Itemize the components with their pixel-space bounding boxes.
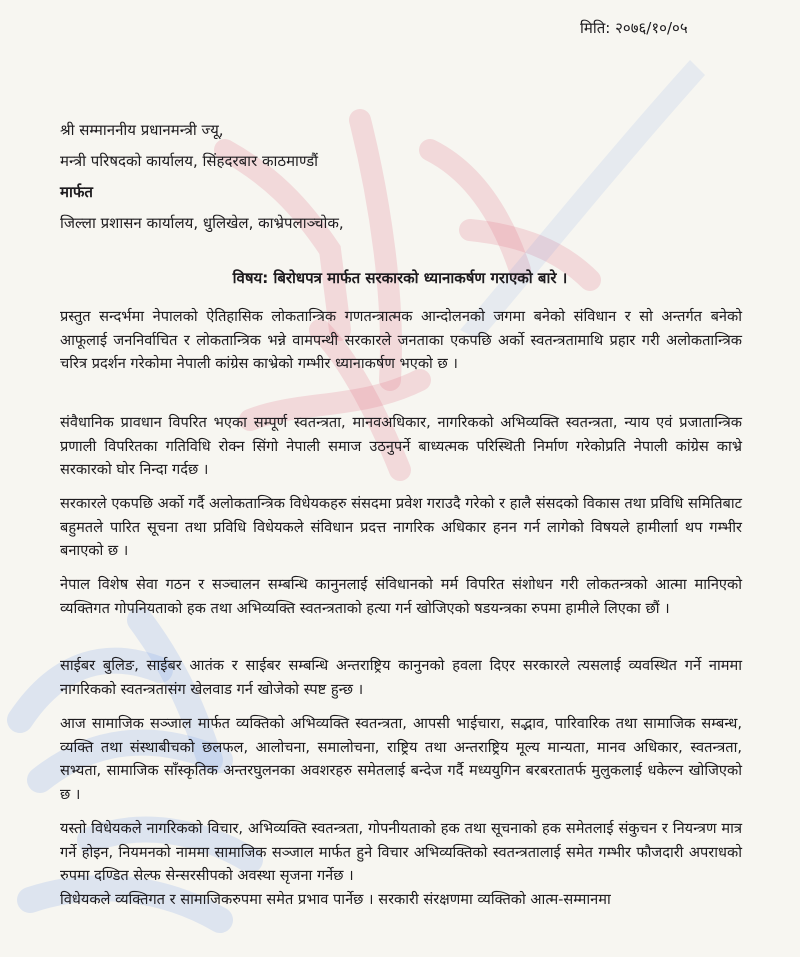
paragraph-7: यस्तो विधेयकले नागरिकको विचार, अभिव्यक्ति स्वतन्त्रता, गोपनीयताको हक तथा सूचनाको हक समेतलाई संकुचन र नियन्त्रण मात्र गर्ने होइन, नियमनको नाममा सामाजिक सञ्जाल मार्फत हुने विचार अभिव्यक्तिको स्वतन्त्रतालाई समेत गम्भीर फौजदारी अपराधको रुपमा दण्डित सेल्फ सेन्सरसीपको अवस्था सृजना गर्नेछ । xyxy=(60,820,742,884)
paragraph-1: प्रस्तुत सन्दर्भमा नेपालको ऐतिहासिक लोकतान्त्रिक गणतन्त्रात्मक आन्दोलनको जगमा बनेको संविधान र सो अन्तर्गत बनेको आफूलाई जननिर्वाचित र लोकतान्त्रिक भन्ने वामपन्थी सरकारले जनताका एकपछि अर्को स्वतन्त्रतामाथि प्रहार गरी अलोकतान्त्रिक चरित्र प्रदर्शन गरेकोमा नेपाली कांग्रेस काभ्रेको गम्भीर ध्यानाकर्षण भएको छ । xyxy=(60,308,742,372)
letter-subject: विषय: बिरोधपत्र मार्फत सरकारको ध्यानाकर्षण गराएको बारे । xyxy=(232,269,568,287)
via-label: मार्फत xyxy=(60,183,93,201)
blue-watermark-streak xyxy=(460,60,705,340)
paragraph-2: संवैधानिक प्रावधान विपरित भएका सम्पूर्ण स्वतन्त्रता, मानवअधिकार, नागरिकको अभिव्यक्ति स्वतन्त्रता, न्याय एवं प्रजातान्त्रिक प्रणाली विपरितका गतिविधि रोक्न सिंगो नेपाली समाज उठनुपर्ने बाध्यत्मक परिस्थिती निर्माण गरेकोप्रति नेपाली कांग्रेस काभ्रे सरकारको घोर निन्दा गर्दछ । xyxy=(60,414,742,478)
letter-date: मिति: २०७६/१०/०५ xyxy=(580,19,688,37)
via-office: जिल्ला प्रशासन कार्यालय, धुलिखेल, काभ्रेपलाञ्चोक, xyxy=(60,214,344,232)
recipient-line-2: मन्त्री परिषदको कार्यालय, सिंहदरबार काठमाण्डौं xyxy=(60,152,318,170)
paragraph-4: नेपाल विशेष सेवा गठन र सञ्चालन सम्बन्धि कानुनलाई संविधानको मर्म विपरित संशोधन गरी लोकतन्त्रको आत्मा मानिएको व्यक्तिगत गोपनियताको हक तथा अभिव्यक्ति स्वतन्त्रताको हत्या गर्न खोजिएको षडयन्त्रका रुपमा हामीले लिएका छौं । xyxy=(60,576,742,617)
paragraph-8: विधेयकले व्यक्तिगत र सामाजिकरुपमा समेत प्रभाव पार्नेछ । सरकारी संरक्षणमा व्यक्तिको आत्म-सम्मानमा xyxy=(60,891,611,908)
paragraph-6: आज सामाजिक सञ्जाल मार्फत व्यक्तिको अभिव्यक्ति स्वतन्त्रता, आपसी भाईचारा, सद्भाव, पारिवारिक तथा सामाजिक सम्बन्ध, व्यक्ति तथा संस्थाबीचको छलफल, आलोचना, समालोचना, राष्ट्रिय तथा अन्तराष्ट्रिय मूल्य मान्यता, मानव अधिकार, स्वतन्त्रता, सभ्यता, सामाजिक साँस्कृतिक अन्तरघुलनका अवशरहरु समेतलाई बन्देज गर्दै मध्ययुगिन बरबरतातर्फ मुलुकलाई धकेल्न खोजिएको छ । xyxy=(60,715,742,803)
paragraph-5: साईबर बुलिङ, साईबर आतंक र साईबर सम्बन्धि अन्तराष्ट्रिय कानुनको हवला दिएर सरकारले त्यसलाई व्यवस्थित गर्ने नाममा नागरिकको स्वतन्त्रतासंग खेलवाड गर्न खोजेको स्पष्ट हुन्छ । xyxy=(60,657,742,698)
recipient-line-1: श्री सम्माननीय प्रधानमन्त्री ज्यू, xyxy=(60,121,224,139)
paragraph-3: सरकारले एकपछि अर्को गर्दै अलोकतान्त्रिक विधेयकहरु संसदमा प्रवेश गराउदै गरेको र हालै संसदको विकास तथा प्रविधि समितिबाट बहुमतले पारित सूचना तथा प्रविधि विधेयकले संविधान प्रदत्त नागरिक अधिकार हनन गर्न लागेको विषयले हामीर्लाा थप गम्भीर बनाएको छ । xyxy=(60,495,742,559)
